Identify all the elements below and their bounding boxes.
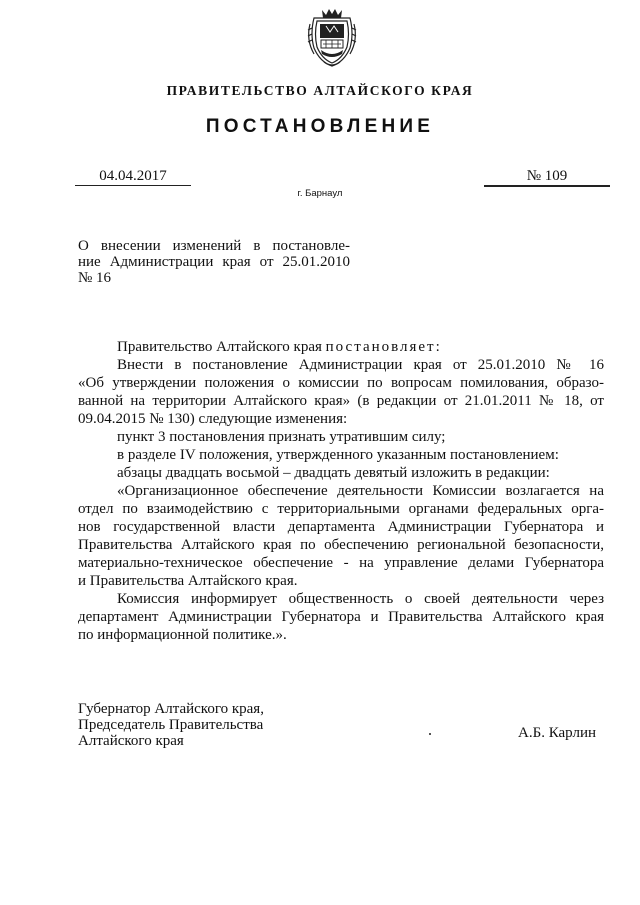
signature-title — [78, 701, 378, 749]
body-line: Внести в постановление Администрации края от 25.01.2010 № 16 — [117, 357, 604, 373]
body-line: «Организационное обеспечение деятельности Комиссии возлагается на — [117, 483, 604, 499]
body-line: Правительства Алтайского края по обеспечению региональной безопасности, — [78, 537, 604, 553]
body-line: пункт 3 постановления признать утратившим силу; — [117, 429, 446, 445]
body-line: отдел по взаимодействию с территориальными органами федеральных орга- — [78, 501, 604, 517]
body-line: 09.04.2015 № 130) следующие изменения: — [78, 411, 348, 427]
government-name: ПРАВИТЕЛЬСТВО АЛТАЙСКОГО КРАЯ — [166, 83, 474, 98]
document-body — [78, 338, 604, 644]
body-line: абзацы двадцать восьмой – двадцать девятый изложить в редакции: — [117, 465, 550, 481]
signatory-name: А.Б. Карлин — [518, 725, 597, 741]
body-line: департамент Администрации Губернатора и Правительства Алтайского края — [78, 609, 604, 625]
signature-title-line: Председатель Правительства — [78, 717, 264, 733]
document-type: ПОСТАНОВЛЕНИЕ — [205, 116, 435, 137]
document-date: 04.04.2017 — [75, 168, 191, 186]
number-underline — [484, 186, 610, 187]
intro-line — [78, 338, 604, 356]
body-line: материально-техническое обеспечение - на управление делами Губернатора — [78, 555, 604, 571]
subject-line: ние Администрации края от 25.01.2010 — [78, 254, 350, 270]
body-line: по информационной политике.». — [78, 627, 287, 643]
body-line: «Об утверждении положения о комиссии по вопросам помилования, образо- — [78, 375, 604, 391]
city: г. Барнаул — [297, 188, 343, 199]
signature-mark — [429, 733, 431, 735]
document-subject — [78, 238, 350, 286]
body-line: Комиссия информирует общественность о своей деятельности через — [117, 591, 604, 607]
body-line: ванной на территории Алтайского края» (в редакции от 21.01.2011 № 18, от — [78, 393, 604, 409]
coat-of-arms-icon — [304, 4, 360, 70]
body-line: нов государственной власти департамента Администрации Губернатора и — [78, 519, 604, 535]
subject-line: О внесении изменений в постановле- — [78, 238, 350, 254]
subject-line: № 16 — [78, 270, 112, 286]
intro-verb: постановляет: — [325, 339, 442, 355]
signature-title-line: Губернатор Алтайского края, — [78, 701, 264, 717]
body-line: и Правительства Алтайского края. — [78, 573, 298, 589]
signature-title-line: Алтайского края — [78, 733, 184, 749]
intro-prefix: Правительство Алтайского края — [117, 339, 322, 355]
body-line: в разделе IV положения, утвержденного указанным постановлением: — [117, 447, 559, 463]
document-number: № 109 — [484, 168, 610, 186]
